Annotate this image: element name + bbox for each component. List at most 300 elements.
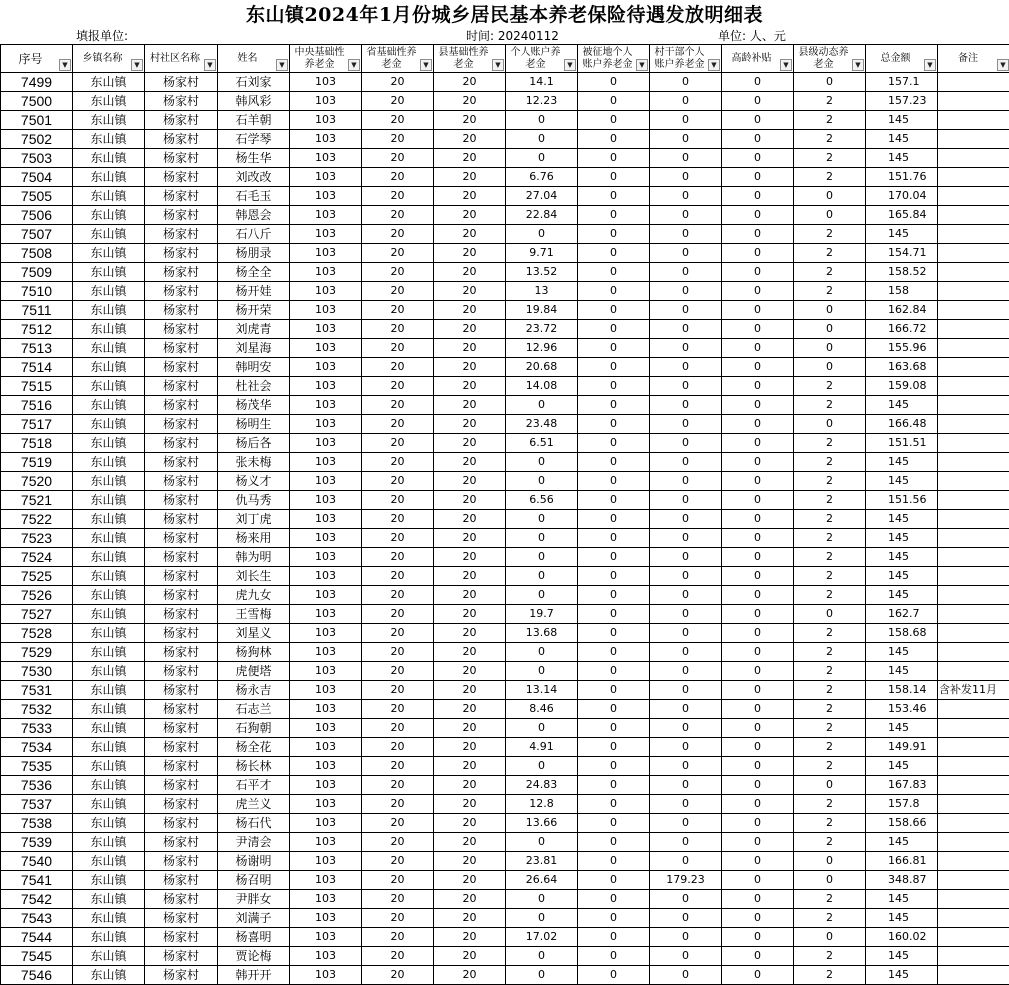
cell-cadre[interactable]: 179.23 — [650, 871, 722, 890]
filter-dropdown-icon[interactable]: ▼ — [131, 59, 143, 71]
cell-village[interactable]: 杨家村 — [145, 681, 218, 700]
cell-central[interactable]: 103 — [290, 814, 362, 833]
cell-dynamic[interactable]: 2 — [794, 282, 866, 301]
cell-total[interactable]: 158.68 — [866, 624, 938, 643]
cell-province[interactable]: 20 — [362, 719, 434, 738]
cell-dynamic[interactable]: 2 — [794, 263, 866, 282]
cell-land[interactable]: 0 — [578, 149, 650, 168]
cell-cadre[interactable]: 0 — [650, 814, 722, 833]
cell-dynamic[interactable]: 0 — [794, 187, 866, 206]
cell-central[interactable]: 103 — [290, 852, 362, 871]
cell-seq[interactable]: 7535 — [1, 757, 73, 776]
cell-seq[interactable]: 7530 — [1, 662, 73, 681]
cell-province[interactable]: 20 — [362, 776, 434, 795]
cell-personal[interactable]: 23.72 — [506, 320, 578, 339]
cell-senior[interactable]: 0 — [722, 92, 794, 111]
cell-town[interactable]: 东山镇 — [73, 472, 145, 491]
cell-seq[interactable]: 7527 — [1, 605, 73, 624]
cell-total[interactable]: 155.96 — [866, 339, 938, 358]
cell-senior[interactable]: 0 — [722, 814, 794, 833]
cell-total[interactable]: 149.91 — [866, 738, 938, 757]
cell-county[interactable]: 20 — [434, 187, 506, 206]
cell-province[interactable]: 20 — [362, 681, 434, 700]
cell-cadre[interactable]: 0 — [650, 586, 722, 605]
cell-town[interactable]: 东山镇 — [73, 206, 145, 225]
cell-town[interactable]: 东山镇 — [73, 757, 145, 776]
cell-province[interactable]: 20 — [362, 92, 434, 111]
cell-land[interactable]: 0 — [578, 947, 650, 966]
cell-name[interactable]: 尹胖女 — [218, 890, 290, 909]
cell-village[interactable]: 杨家村 — [145, 453, 218, 472]
filter-dropdown-icon[interactable]: ▼ — [348, 59, 360, 71]
cell-town[interactable]: 东山镇 — [73, 966, 145, 985]
cell-dynamic[interactable]: 2 — [794, 738, 866, 757]
cell-personal[interactable]: 6.76 — [506, 168, 578, 187]
cell-central[interactable]: 103 — [290, 491, 362, 510]
cell-village[interactable]: 杨家村 — [145, 282, 218, 301]
cell-total[interactable]: 145 — [866, 472, 938, 491]
cell-land[interactable]: 0 — [578, 415, 650, 434]
cell-total[interactable]: 348.87 — [866, 871, 938, 890]
cell-village[interactable]: 杨家村 — [145, 548, 218, 567]
cell-cadre[interactable]: 0 — [650, 662, 722, 681]
cell-total[interactable]: 157.8 — [866, 795, 938, 814]
cell-cadre[interactable]: 0 — [650, 738, 722, 757]
cell-seq[interactable]: 7512 — [1, 320, 73, 339]
cell-land[interactable]: 0 — [578, 624, 650, 643]
cell-land[interactable]: 0 — [578, 966, 650, 985]
cell-province[interactable]: 20 — [362, 890, 434, 909]
cell-town[interactable]: 东山镇 — [73, 358, 145, 377]
cell-town[interactable]: 东山镇 — [73, 434, 145, 453]
cell-town[interactable]: 东山镇 — [73, 909, 145, 928]
cell-note[interactable] — [938, 586, 1009, 605]
cell-dynamic[interactable]: 2 — [794, 510, 866, 529]
cell-land[interactable]: 0 — [578, 852, 650, 871]
cell-village[interactable]: 杨家村 — [145, 491, 218, 510]
cell-seq[interactable]: 7502 — [1, 130, 73, 149]
cell-central[interactable]: 103 — [290, 225, 362, 244]
cell-land[interactable]: 0 — [578, 263, 650, 282]
cell-cadre[interactable]: 0 — [650, 244, 722, 263]
cell-seq[interactable]: 7546 — [1, 966, 73, 985]
cell-central[interactable]: 103 — [290, 966, 362, 985]
cell-personal[interactable]: 0 — [506, 510, 578, 529]
cell-province[interactable]: 20 — [362, 909, 434, 928]
cell-central[interactable]: 103 — [290, 586, 362, 605]
cell-total[interactable]: 145 — [866, 586, 938, 605]
cell-seq[interactable]: 7543 — [1, 909, 73, 928]
cell-name[interactable]: 石毛玉 — [218, 187, 290, 206]
cell-note[interactable] — [938, 719, 1009, 738]
cell-cadre[interactable]: 0 — [650, 320, 722, 339]
filter-dropdown-icon[interactable]: ▼ — [997, 59, 1009, 71]
cell-note[interactable] — [938, 187, 1009, 206]
cell-note[interactable]: 含补发11月 — [938, 681, 1009, 700]
cell-personal[interactable]: 0 — [506, 662, 578, 681]
cell-senior[interactable]: 0 — [722, 472, 794, 491]
filter-dropdown-icon[interactable]: ▼ — [204, 59, 216, 71]
cell-land[interactable]: 0 — [578, 795, 650, 814]
cell-town[interactable]: 东山镇 — [73, 92, 145, 111]
cell-cadre[interactable]: 0 — [650, 358, 722, 377]
cell-name[interactable]: 杨茂华 — [218, 396, 290, 415]
cell-county[interactable]: 20 — [434, 225, 506, 244]
cell-name[interactable]: 杜社会 — [218, 377, 290, 396]
cell-county[interactable]: 20 — [434, 434, 506, 453]
cell-note[interactable] — [938, 225, 1009, 244]
cell-land[interactable]: 0 — [578, 833, 650, 852]
cell-name[interactable]: 尹清会 — [218, 833, 290, 852]
cell-cadre[interactable]: 0 — [650, 92, 722, 111]
cell-personal[interactable]: 13 — [506, 282, 578, 301]
cell-total[interactable]: 145 — [866, 111, 938, 130]
cell-seq[interactable]: 7509 — [1, 263, 73, 282]
cell-cadre[interactable]: 0 — [650, 453, 722, 472]
cell-personal[interactable]: 19.7 — [506, 605, 578, 624]
cell-total[interactable]: 145 — [866, 567, 938, 586]
cell-total[interactable]: 145 — [866, 890, 938, 909]
cell-province[interactable]: 20 — [362, 548, 434, 567]
cell-county[interactable]: 20 — [434, 719, 506, 738]
cell-seq[interactable]: 7511 — [1, 301, 73, 320]
cell-personal[interactable]: 13.52 — [506, 263, 578, 282]
cell-dynamic[interactable]: 0 — [794, 776, 866, 795]
cell-note[interactable] — [938, 947, 1009, 966]
cell-province[interactable]: 20 — [362, 814, 434, 833]
cell-cadre[interactable]: 0 — [650, 415, 722, 434]
cell-name[interactable]: 杨开荣 — [218, 301, 290, 320]
cell-town[interactable]: 东山镇 — [73, 890, 145, 909]
cell-personal[interactable]: 24.83 — [506, 776, 578, 795]
cell-total[interactable]: 158.14 — [866, 681, 938, 700]
cell-cadre[interactable]: 0 — [650, 529, 722, 548]
cell-senior[interactable]: 0 — [722, 149, 794, 168]
cell-land[interactable]: 0 — [578, 928, 650, 947]
cell-personal[interactable]: 0 — [506, 225, 578, 244]
cell-county[interactable]: 20 — [434, 320, 506, 339]
cell-cadre[interactable]: 0 — [650, 719, 722, 738]
cell-dynamic[interactable]: 2 — [794, 814, 866, 833]
cell-name[interactable]: 虎兰义 — [218, 795, 290, 814]
cell-seq[interactable]: 7517 — [1, 415, 73, 434]
cell-note[interactable] — [938, 814, 1009, 833]
cell-dynamic[interactable]: 2 — [794, 681, 866, 700]
cell-county[interactable]: 20 — [434, 168, 506, 187]
cell-seq[interactable]: 7506 — [1, 206, 73, 225]
cell-total[interactable]: 167.83 — [866, 776, 938, 795]
cell-note[interactable] — [938, 795, 1009, 814]
cell-central[interactable]: 103 — [290, 149, 362, 168]
cell-personal[interactable]: 26.64 — [506, 871, 578, 890]
cell-cadre[interactable]: 0 — [650, 681, 722, 700]
cell-senior[interactable]: 0 — [722, 244, 794, 263]
cell-county[interactable]: 20 — [434, 415, 506, 434]
cell-dynamic[interactable]: 0 — [794, 320, 866, 339]
cell-dynamic[interactable]: 2 — [794, 396, 866, 415]
cell-dynamic[interactable]: 2 — [794, 377, 866, 396]
cell-note[interactable] — [938, 529, 1009, 548]
cell-dynamic[interactable]: 0 — [794, 73, 866, 92]
cell-dynamic[interactable]: 0 — [794, 358, 866, 377]
cell-village[interactable]: 杨家村 — [145, 225, 218, 244]
cell-senior[interactable]: 0 — [722, 966, 794, 985]
cell-province[interactable]: 20 — [362, 415, 434, 434]
cell-name[interactable]: 杨明生 — [218, 415, 290, 434]
cell-dynamic[interactable]: 0 — [794, 301, 866, 320]
cell-village[interactable]: 杨家村 — [145, 909, 218, 928]
cell-county[interactable]: 20 — [434, 377, 506, 396]
cell-seq[interactable]: 7514 — [1, 358, 73, 377]
cell-seq[interactable]: 7537 — [1, 795, 73, 814]
cell-cadre[interactable]: 0 — [650, 909, 722, 928]
cell-senior[interactable]: 0 — [722, 510, 794, 529]
cell-land[interactable]: 0 — [578, 434, 650, 453]
cell-name[interactable]: 石刘家 — [218, 73, 290, 92]
cell-town[interactable]: 东山镇 — [73, 377, 145, 396]
cell-central[interactable]: 103 — [290, 377, 362, 396]
cell-personal[interactable]: 0 — [506, 472, 578, 491]
cell-town[interactable]: 东山镇 — [73, 719, 145, 738]
cell-province[interactable]: 20 — [362, 833, 434, 852]
cell-personal[interactable]: 23.81 — [506, 852, 578, 871]
cell-town[interactable]: 东山镇 — [73, 681, 145, 700]
cell-village[interactable]: 杨家村 — [145, 472, 218, 491]
cell-note[interactable] — [938, 662, 1009, 681]
cell-personal[interactable]: 0 — [506, 757, 578, 776]
cell-senior[interactable]: 0 — [722, 719, 794, 738]
cell-village[interactable]: 杨家村 — [145, 757, 218, 776]
cell-county[interactable]: 20 — [434, 700, 506, 719]
cell-senior[interactable]: 0 — [722, 491, 794, 510]
cell-town[interactable]: 东山镇 — [73, 643, 145, 662]
cell-total[interactable]: 145 — [866, 643, 938, 662]
cell-village[interactable]: 杨家村 — [145, 111, 218, 130]
cell-land[interactable]: 0 — [578, 890, 650, 909]
cell-dynamic[interactable]: 0 — [794, 605, 866, 624]
cell-county[interactable]: 20 — [434, 738, 506, 757]
cell-central[interactable]: 103 — [290, 510, 362, 529]
cell-central[interactable]: 103 — [290, 947, 362, 966]
cell-county[interactable]: 20 — [434, 244, 506, 263]
cell-seq[interactable]: 7529 — [1, 643, 73, 662]
cell-village[interactable]: 杨家村 — [145, 320, 218, 339]
cell-dynamic[interactable]: 2 — [794, 662, 866, 681]
cell-seq[interactable]: 7508 — [1, 244, 73, 263]
cell-county[interactable]: 20 — [434, 491, 506, 510]
cell-seq[interactable]: 7539 — [1, 833, 73, 852]
cell-province[interactable]: 20 — [362, 358, 434, 377]
cell-note[interactable] — [938, 301, 1009, 320]
cell-county[interactable]: 20 — [434, 472, 506, 491]
cell-county[interactable]: 20 — [434, 757, 506, 776]
cell-name[interactable]: 石学琴 — [218, 130, 290, 149]
cell-central[interactable]: 103 — [290, 434, 362, 453]
cell-county[interactable]: 20 — [434, 130, 506, 149]
cell-cadre[interactable]: 0 — [650, 130, 722, 149]
cell-cadre[interactable]: 0 — [650, 339, 722, 358]
cell-personal[interactable]: 0 — [506, 909, 578, 928]
cell-dynamic[interactable]: 2 — [794, 244, 866, 263]
cell-county[interactable]: 20 — [434, 149, 506, 168]
cell-cadre[interactable]: 0 — [650, 491, 722, 510]
cell-personal[interactable]: 6.51 — [506, 434, 578, 453]
cell-senior[interactable]: 0 — [722, 282, 794, 301]
cell-county[interactable]: 20 — [434, 111, 506, 130]
cell-note[interactable] — [938, 510, 1009, 529]
cell-province[interactable]: 20 — [362, 700, 434, 719]
cell-total[interactable]: 162.84 — [866, 301, 938, 320]
cell-province[interactable]: 20 — [362, 187, 434, 206]
cell-central[interactable]: 103 — [290, 681, 362, 700]
cell-village[interactable]: 杨家村 — [145, 776, 218, 795]
cell-dynamic[interactable]: 2 — [794, 833, 866, 852]
cell-town[interactable]: 东山镇 — [73, 282, 145, 301]
cell-seq[interactable]: 7523 — [1, 529, 73, 548]
cell-dynamic[interactable]: 2 — [794, 757, 866, 776]
cell-village[interactable]: 杨家村 — [145, 814, 218, 833]
cell-cadre[interactable]: 0 — [650, 776, 722, 795]
cell-central[interactable]: 103 — [290, 111, 362, 130]
cell-personal[interactable]: 19.84 — [506, 301, 578, 320]
cell-central[interactable]: 103 — [290, 624, 362, 643]
cell-senior[interactable]: 0 — [722, 795, 794, 814]
cell-cadre[interactable]: 0 — [650, 966, 722, 985]
cell-note[interactable] — [938, 396, 1009, 415]
cell-cadre[interactable]: 0 — [650, 187, 722, 206]
cell-central[interactable]: 103 — [290, 339, 362, 358]
cell-note[interactable] — [938, 700, 1009, 719]
cell-personal[interactable]: 0 — [506, 529, 578, 548]
cell-total[interactable]: 145 — [866, 909, 938, 928]
cell-name[interactable]: 刘星海 — [218, 339, 290, 358]
cell-dynamic[interactable]: 0 — [794, 339, 866, 358]
cell-total[interactable]: 158.66 — [866, 814, 938, 833]
cell-dynamic[interactable]: 2 — [794, 700, 866, 719]
cell-total[interactable]: 145 — [866, 548, 938, 567]
cell-province[interactable]: 20 — [362, 510, 434, 529]
cell-dynamic[interactable]: 2 — [794, 586, 866, 605]
cell-dynamic[interactable]: 2 — [794, 909, 866, 928]
cell-name[interactable]: 杨狗林 — [218, 643, 290, 662]
cell-name[interactable]: 杨开娃 — [218, 282, 290, 301]
cell-town[interactable]: 东山镇 — [73, 624, 145, 643]
cell-seq[interactable]: 7501 — [1, 111, 73, 130]
cell-county[interactable]: 20 — [434, 814, 506, 833]
cell-seq[interactable]: 7545 — [1, 947, 73, 966]
cell-seq[interactable]: 7525 — [1, 567, 73, 586]
cell-name[interactable]: 刘虎青 — [218, 320, 290, 339]
filter-dropdown-icon[interactable]: ▼ — [852, 59, 864, 71]
cell-note[interactable] — [938, 643, 1009, 662]
cell-village[interactable]: 杨家村 — [145, 263, 218, 282]
cell-village[interactable]: 杨家村 — [145, 301, 218, 320]
cell-name[interactable]: 杨朋录 — [218, 244, 290, 263]
cell-senior[interactable]: 0 — [722, 548, 794, 567]
cell-cadre[interactable]: 0 — [650, 890, 722, 909]
cell-county[interactable]: 20 — [434, 795, 506, 814]
cell-personal[interactable]: 0 — [506, 396, 578, 415]
cell-note[interactable] — [938, 567, 1009, 586]
cell-note[interactable] — [938, 263, 1009, 282]
cell-seq[interactable]: 7513 — [1, 339, 73, 358]
cell-personal[interactable]: 0 — [506, 719, 578, 738]
cell-town[interactable]: 东山镇 — [73, 244, 145, 263]
cell-seq[interactable]: 7533 — [1, 719, 73, 738]
cell-village[interactable]: 杨家村 — [145, 206, 218, 225]
filter-dropdown-icon[interactable]: ▼ — [780, 59, 792, 71]
cell-village[interactable]: 杨家村 — [145, 719, 218, 738]
cell-cadre[interactable]: 0 — [650, 567, 722, 586]
cell-town[interactable]: 东山镇 — [73, 700, 145, 719]
cell-note[interactable] — [938, 833, 1009, 852]
cell-village[interactable]: 杨家村 — [145, 795, 218, 814]
cell-senior[interactable]: 0 — [722, 415, 794, 434]
cell-personal[interactable]: 6.56 — [506, 491, 578, 510]
cell-province[interactable]: 20 — [362, 738, 434, 757]
cell-personal[interactable]: 0 — [506, 890, 578, 909]
cell-land[interactable]: 0 — [578, 206, 650, 225]
cell-land[interactable]: 0 — [578, 719, 650, 738]
cell-land[interactable]: 0 — [578, 909, 650, 928]
cell-total[interactable]: 151.51 — [866, 434, 938, 453]
cell-central[interactable]: 103 — [290, 320, 362, 339]
cell-senior[interactable]: 0 — [722, 586, 794, 605]
cell-name[interactable]: 韩开开 — [218, 966, 290, 985]
cell-town[interactable]: 东山镇 — [73, 605, 145, 624]
cell-name[interactable]: 杨来用 — [218, 529, 290, 548]
cell-central[interactable]: 103 — [290, 415, 362, 434]
cell-seq[interactable]: 7518 — [1, 434, 73, 453]
cell-town[interactable]: 东山镇 — [73, 149, 145, 168]
cell-town[interactable]: 东山镇 — [73, 662, 145, 681]
cell-central[interactable]: 103 — [290, 643, 362, 662]
cell-name[interactable]: 刘丁虎 — [218, 510, 290, 529]
cell-province[interactable]: 20 — [362, 966, 434, 985]
cell-personal[interactable]: 0 — [506, 130, 578, 149]
cell-name[interactable]: 仇马秀 — [218, 491, 290, 510]
cell-name[interactable]: 杨召明 — [218, 871, 290, 890]
cell-dynamic[interactable]: 2 — [794, 548, 866, 567]
cell-town[interactable]: 东山镇 — [73, 130, 145, 149]
cell-province[interactable]: 20 — [362, 206, 434, 225]
cell-cadre[interactable]: 0 — [650, 396, 722, 415]
cell-dynamic[interactable]: 2 — [794, 149, 866, 168]
cell-total[interactable]: 160.02 — [866, 928, 938, 947]
cell-cadre[interactable]: 0 — [650, 548, 722, 567]
cell-senior[interactable]: 0 — [722, 624, 794, 643]
cell-town[interactable]: 东山镇 — [73, 776, 145, 795]
cell-land[interactable]: 0 — [578, 168, 650, 187]
cell-senior[interactable]: 0 — [722, 206, 794, 225]
cell-name[interactable]: 杨生华 — [218, 149, 290, 168]
cell-cadre[interactable]: 0 — [650, 263, 722, 282]
cell-note[interactable] — [938, 111, 1009, 130]
cell-note[interactable] — [938, 776, 1009, 795]
cell-total[interactable]: 145 — [866, 529, 938, 548]
cell-town[interactable]: 东山镇 — [73, 225, 145, 244]
cell-note[interactable] — [938, 320, 1009, 339]
cell-personal[interactable]: 0 — [506, 966, 578, 985]
cell-seq[interactable]: 7504 — [1, 168, 73, 187]
cell-senior[interactable]: 0 — [722, 434, 794, 453]
cell-name[interactable]: 王雪梅 — [218, 605, 290, 624]
cell-note[interactable] — [938, 738, 1009, 757]
cell-name[interactable]: 石狗朝 — [218, 719, 290, 738]
cell-land[interactable]: 0 — [578, 339, 650, 358]
cell-seq[interactable]: 7534 — [1, 738, 73, 757]
cell-dynamic[interactable]: 2 — [794, 624, 866, 643]
